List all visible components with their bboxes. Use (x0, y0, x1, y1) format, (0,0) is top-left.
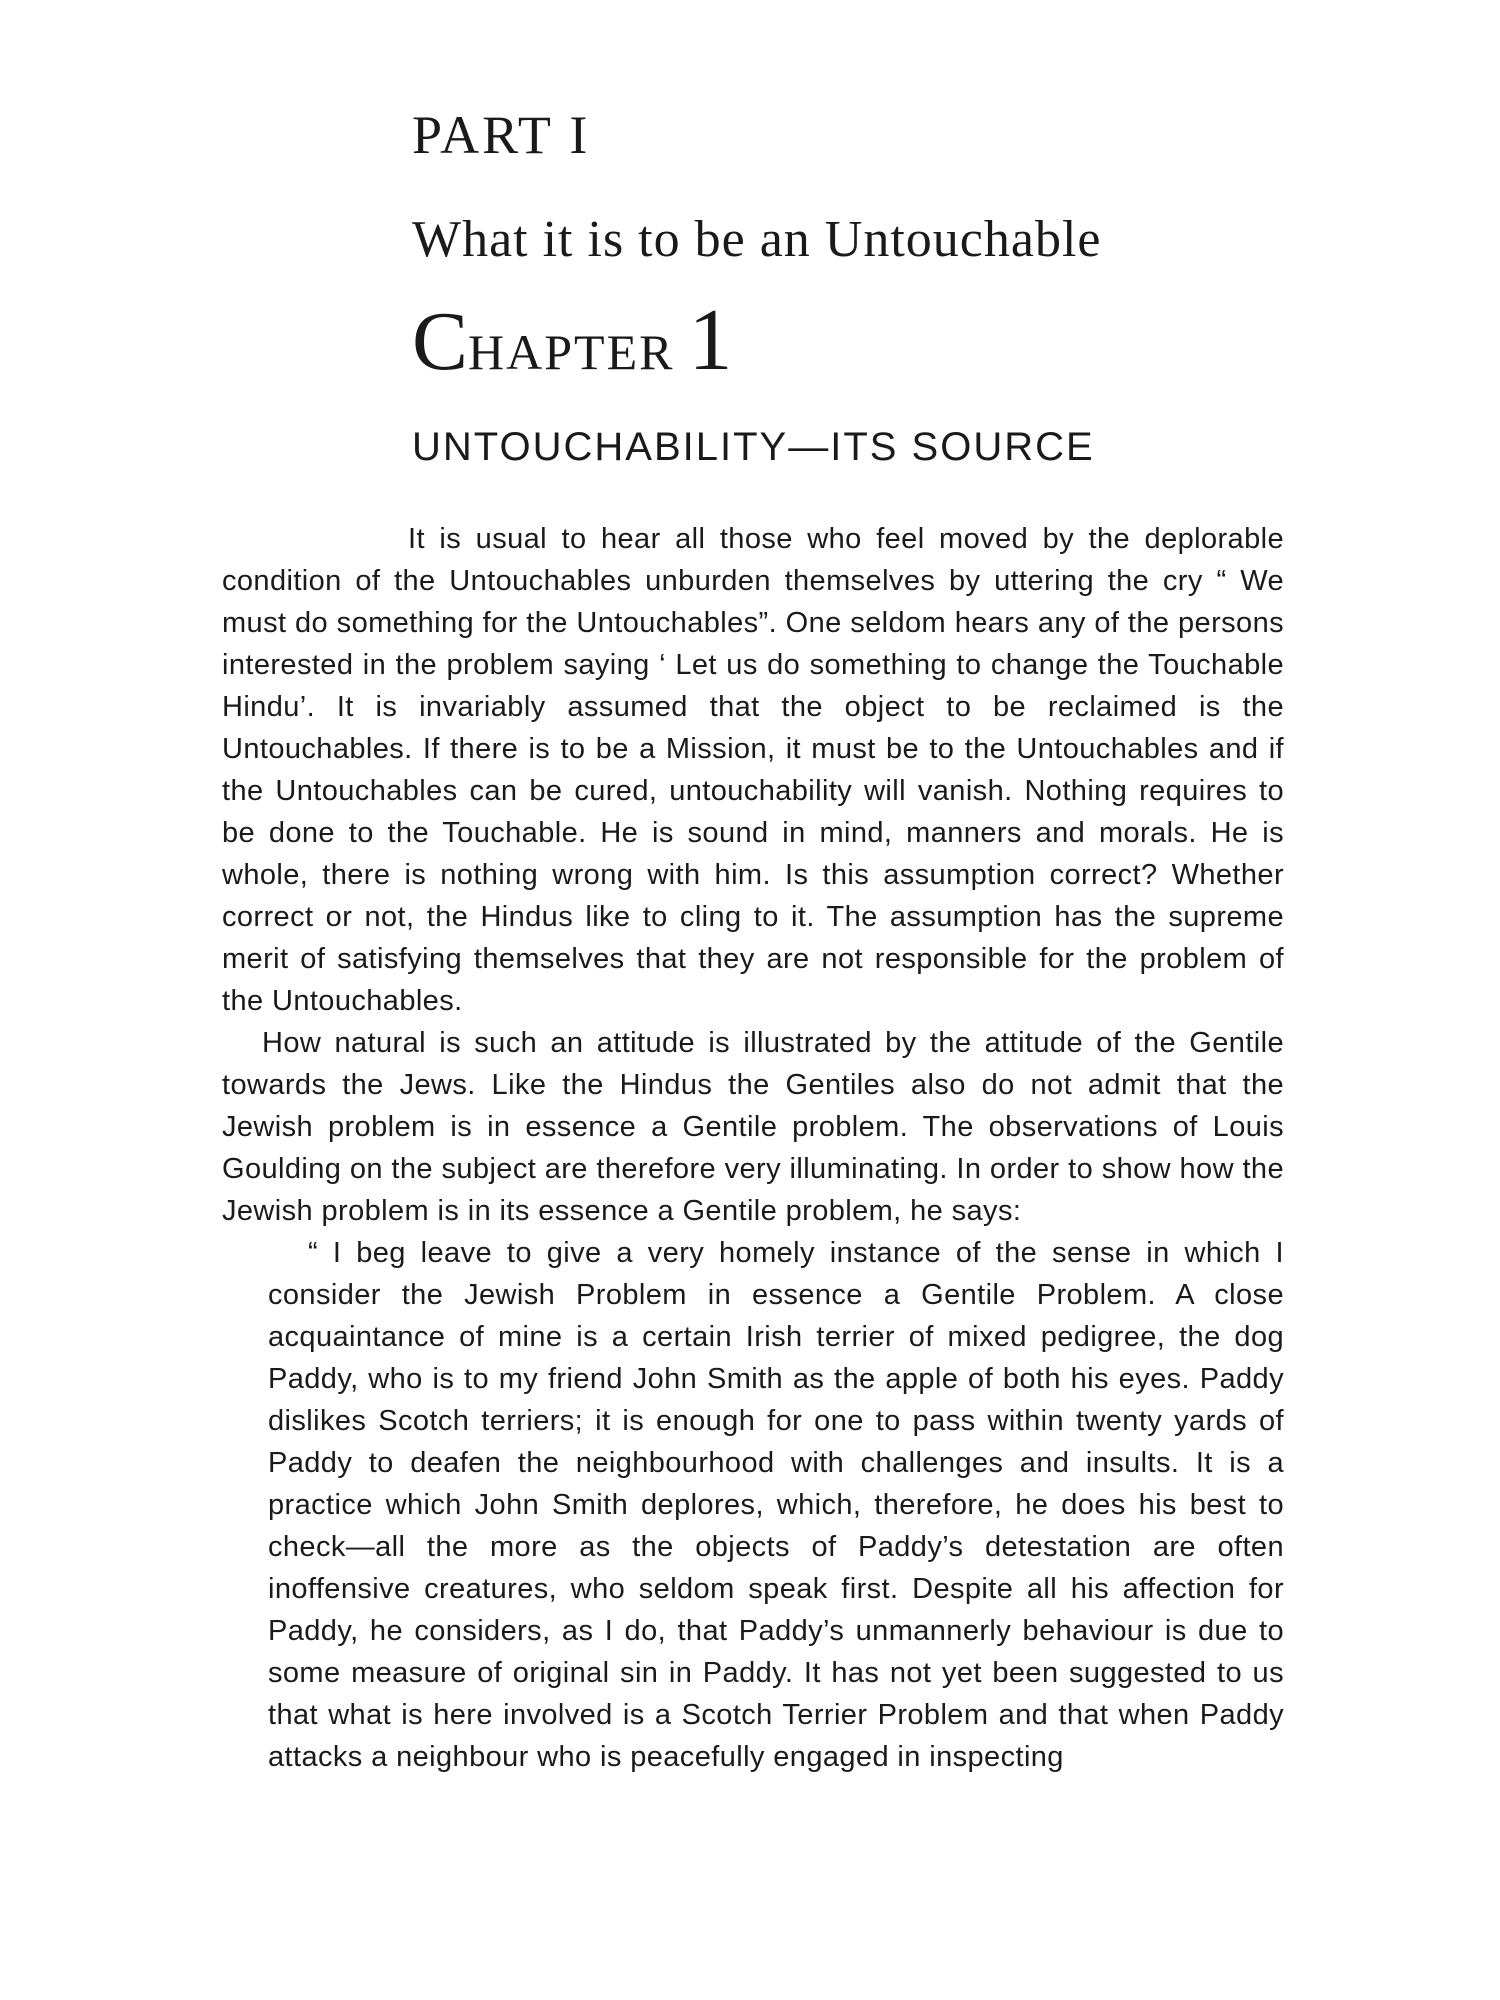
body-text (222, 518, 1284, 1778)
chapter-number: 1 (688, 292, 733, 389)
section-heading: UNTOUCHABILITY—ITS SOURCE (412, 425, 1095, 469)
chapter-heading (412, 290, 733, 391)
paragraph-1: It is usual to hear all those who feel moved by the deplorable condition of the Untouchables unburden themselves by uttering the cry “ We must do something for the Untouchables”. One seldom hears any of the persons interested in the problem saying ‘ Let us do something to change the Touchable Hindu’. It is invariably assumed that the object to be reclaimed is the Untouchables. If there is to be a Mission, it must be to the Untouchables and if the Untouchables can be cured, untouchability will vanish. Nothing requires to be done to the Touchable. He is sound in mind, manners and morals. He is whole, there is nothing wrong with him. Is this assumption correct? Whether correct or not, the Hindus like to cling to it. The assumption has the supreme merit of satisfying themselves that they are not responsible for the problem of the Untouchables. (222, 523, 1284, 1017)
quotation-paragraph: “ I beg leave to give a very homely instance of the sense in which I consider the Jewish Problem in essence a Gentile Problem. A close acquaintance of mine is a certain Irish terrier of mixed pedigree, the dog Paddy, who is to my friend John Smith as the apple of both his eyes. Paddy dislikes Scotch terriers; it is enough for one to pass within twenty yards of Paddy to deafen the neighbourhood with challenges and insults. It is a practice which John Smith deplores, which, therefore, he does his best to check—all the more as the objects of Paddy’s detestation are often inoffensive creatures, who seldom speak first. Despite all his affection for Paddy, he considers, as I do, that Paddy’s unmannerly behaviour is due to some measure of original sin in Paddy. It has not yet been suggested to us that what is here involved is a Scotch Terrier Problem and that when Paddy attacks a neighbour who is peacefully engaged in inspecting (268, 1237, 1284, 1773)
chapter-cap-letter: C (412, 295, 469, 388)
paragraph-2: How natural is such an attitude is illustrated by the attitude of the Gentile towards the Jews. Like the Hindus the Gentiles also do not admit that the Jewish problem is in essence a Gentile problem. The observations of Louis Goulding on the subject are therefore very illuminating. In order to show how the Jewish problem is in its essence a Gentile problem, he says: (222, 1027, 1284, 1227)
part-label: PART I (412, 105, 591, 165)
chapter-word-rest: HAPTER (468, 324, 675, 380)
part-title: What it is to be an Untouchable (412, 211, 1102, 268)
